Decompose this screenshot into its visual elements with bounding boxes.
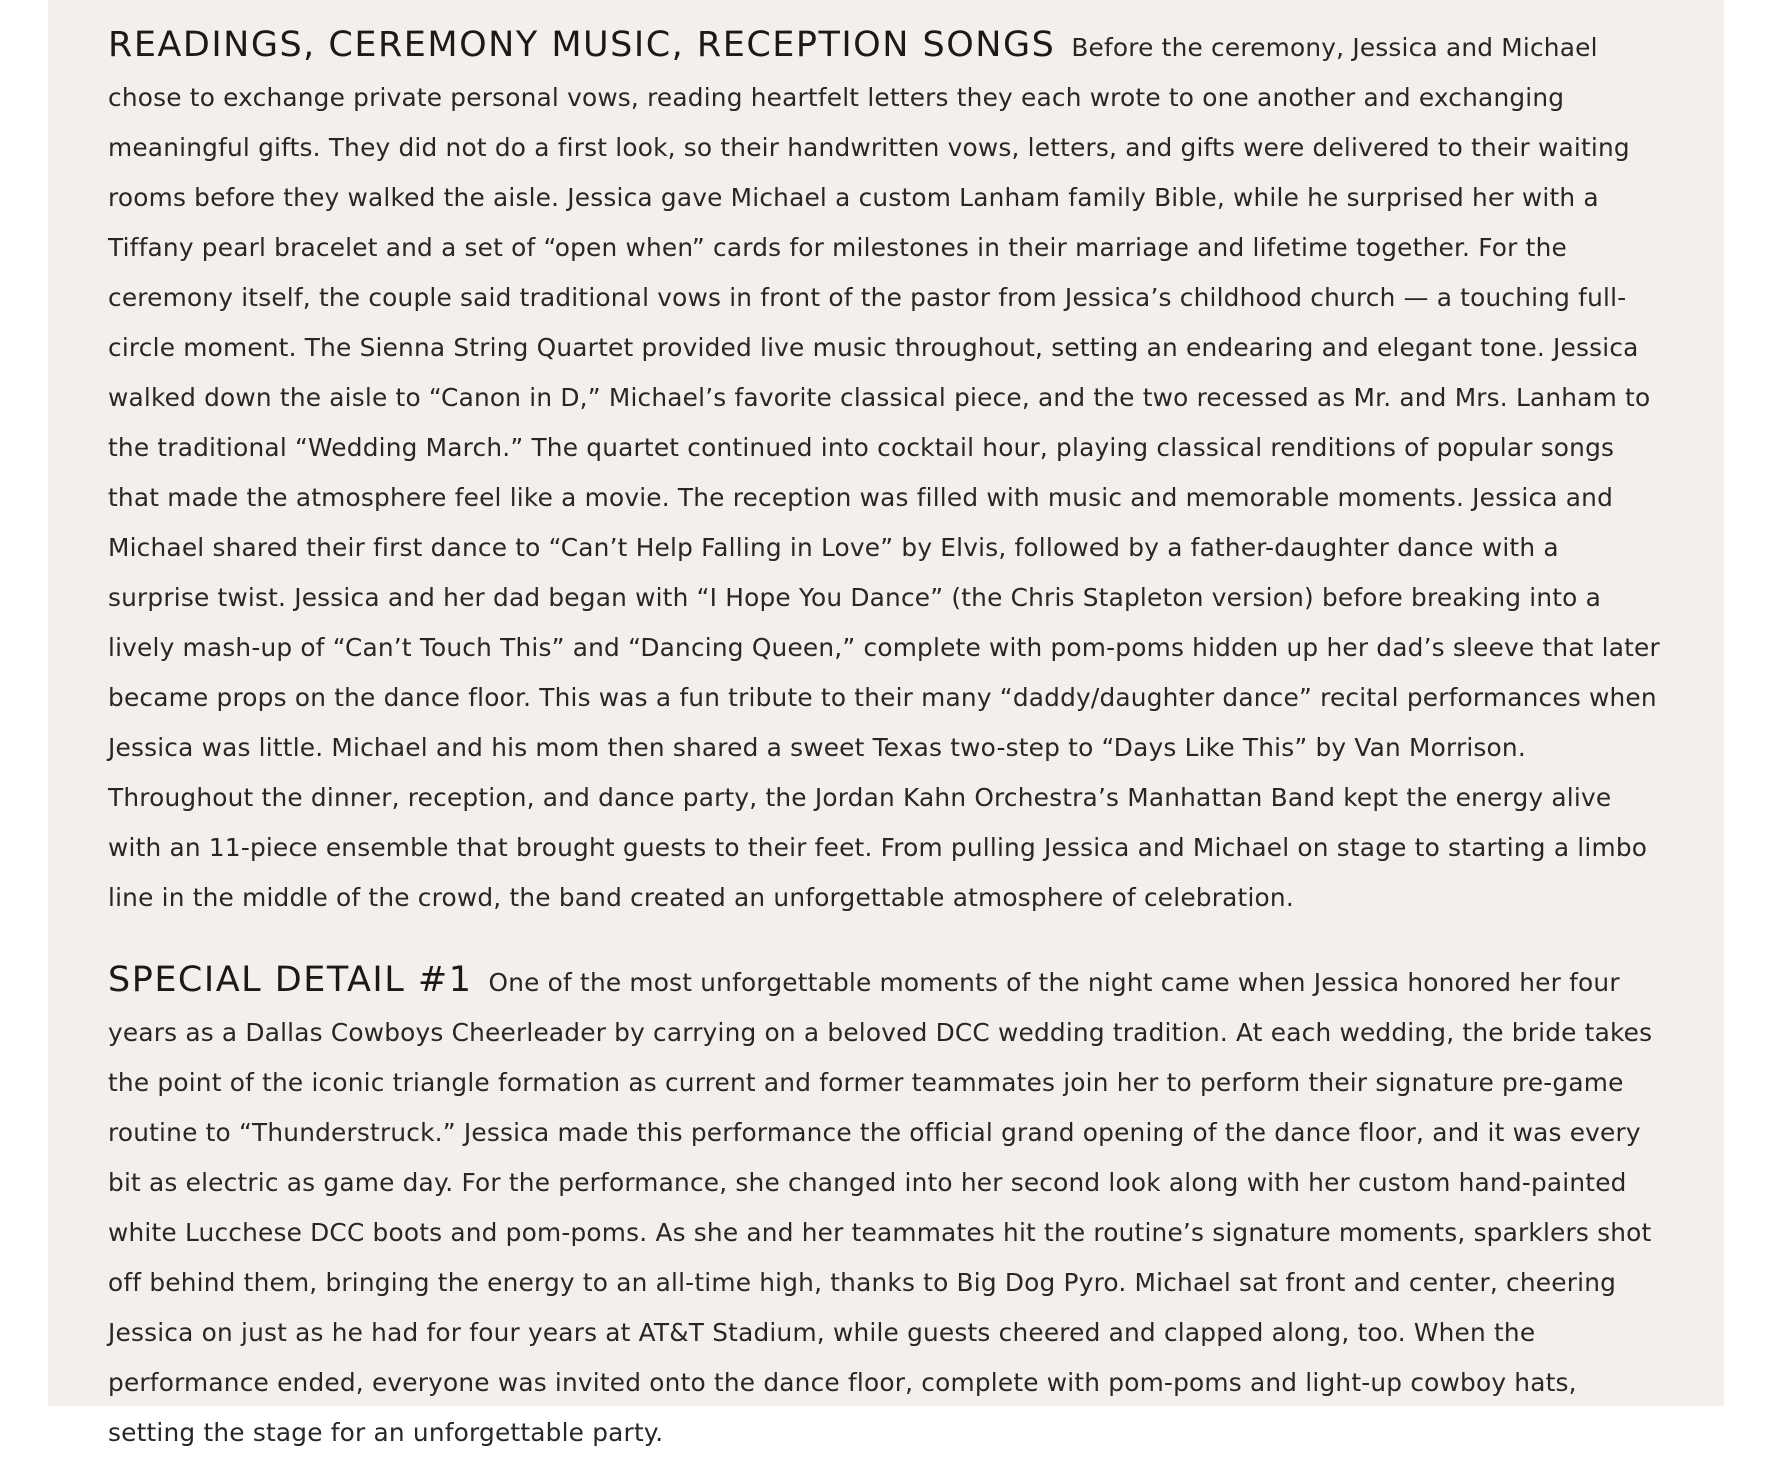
section-special-detail-1	[108, 955, 1664, 1458]
article-page	[48, 0, 1724, 1447]
section-heading: READINGS, CEREMONY MUSIC, RECEPTION SONGS	[108, 25, 1056, 65]
section-body: Before the ceremony, Jessica and Michael chose to exchange private personal vows, reading heartfelt letters they each wrote to one another and exchanging meaningful gifts. They did not do a first look, so their handwritten vows, letters, and gifts were delivered to their waiting rooms before they walked the aisle. Jessica gave Michael a custom Lanham family Bible, while he surprised her with a Tiffany pearl bracelet and a set of “open when” cards for milestones in their marriage and lifetime together. For the ceremony itself, the couple said traditional vows in front of the pastor from Jessica’s childhood church — a touching full-circle moment. The Sienna String Quartet provided live music throughout, setting an endearing and elegant tone. Jessica walked down the aisle to “Canon in D,” Michael’s favorite classical piece, and the two recessed as Mr. and Mrs. Lanham to the traditional “Wedding March.” The quartet continued into cocktail hour, playing classical renditions of popular songs that made the atmosphere feel like a movie. The reception was filled with music and memorable moments. Jessica and Michael shared their first dance to “Can’t Help Falling in Love” by Elvis, followed by a father-daughter dance with a surprise twist. Jessica and her dad began with “I Hope You Dance” (the Chris Stapleton version) before breaking into a lively mash-up of “Can’t Touch This” and “Dancing Queen,” complete with pom-poms hidden up her dad’s sleeve that later became props on the dance floor. This was a fun tribute to their many “daddy/daughter dance” recital performances when Jessica was little. Michael and his mom then shared a sweet Texas two-step to “Days Like This” by Van Morrison. Throughout the dinner, reception, and dance party, the Jordan Kahn Orchestra’s Manhattan Band kept the energy alive with an 11-piece ensemble that brought guests to their feet. From pulling Jessica and Michael on stage to starting a limbo line in the middle of the crowd, the band created an unforgettable atmosphere of celebration.	[108, 33, 1660, 912]
section-readings-ceremony-music	[108, 20, 1664, 923]
section-heading: SPECIAL DETAIL #1	[108, 960, 473, 1000]
section-body: One of the most unforgettable moments of the night came when Jessica honored her four years as a Dallas Cowboys Cheerleader by carrying on a beloved DCC wedding tradition. At each wedding, the bride takes the point of the iconic triangle formation as current and former teammates join her to perform their signature pre-game routine to “Thunderstruck.” Jessica made this performance the official grand opening of the dance floor, and it was every bit as electric as game day. For the performance, she changed into her second look along with her custom hand-painted white Lucchese DCC boots and pom-poms. As she and her teammates hit the routine’s signature moments, sparklers shot off behind them, bringing the energy to an all-time high, thanks to Big Dog Pyro. Michael sat front and center, cheering Jessica on just as he had for four years at AT&T Stadium, while guests cheered and clapped along, too. When the performance ended, everyone was invited onto the dance floor, complete with pom-poms and light-up cowboy hats, setting the stage for an unforgettable party.	[108, 968, 1653, 1447]
